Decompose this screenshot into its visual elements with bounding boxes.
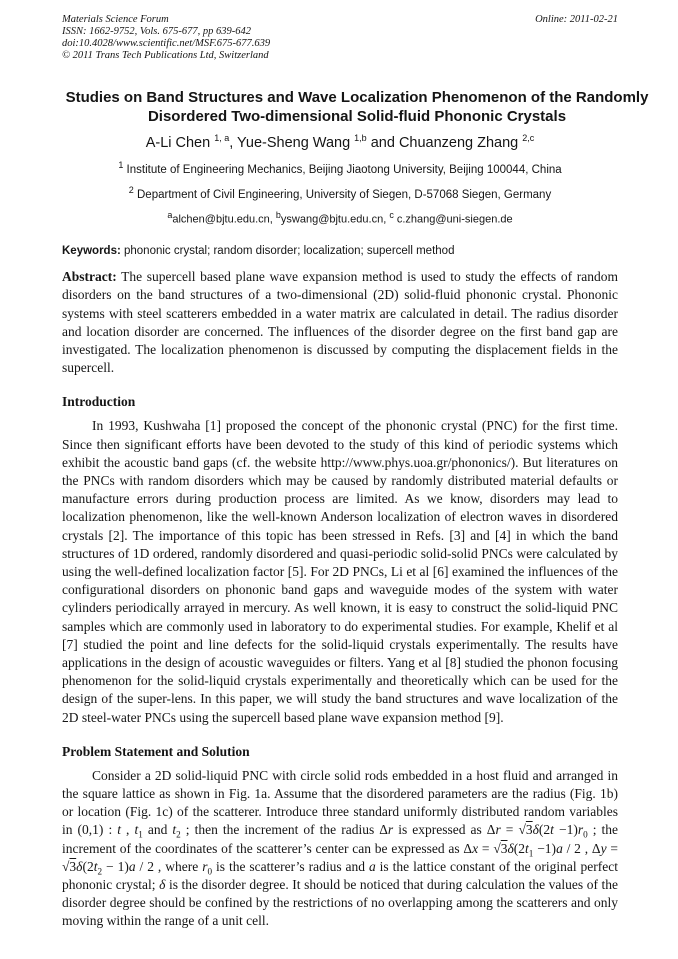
journal-info-block [62,14,270,62]
affiliation-superscript-1: 1 [118,159,124,170]
author-name-2: Yue-Sheng Wang [237,134,355,151]
section-heading-introduction: Introduction [62,394,136,410]
paper-title: Studies on Band Structures and Wave Localization Phenomenon of the Randomly Disordered Two-dimensional Solid-fluid Phononic Crystals [65,89,649,125]
authors-line [62,133,618,151]
journal-header [62,14,618,62]
abstract-paragraph [62,268,618,377]
email-superscript-a: a [167,210,173,221]
author-name-1: A-Li Chen [145,134,215,151]
abstract-text: The supercell based plane wave expansion method is used to study the effects of random disorders on the band structures of a two-dimensional (2D) solid-fluid phononic crystal. Phononic systems with steel scatterers embedded in a water matrix are calculated in detail. The radius disorder and location disorder are concerned. The influences of the disorder degree on the first band gap are investigated. The localization phenomenon is discussed by computing the displacement fields in the supercell. [62,269,618,376]
author-name-3: Chuanzeng Zhang [398,134,523,151]
doi-line: doi:10.4028/www.scientific.net/MSF.675-677.639 [62,38,271,49]
keywords-line [62,245,618,257]
introduction-paragraph: In 1993, Kushwaha [1] proposed the concept of the phononic crystal (PNC) for the first time. Since then significant efforts have been devoted to the study of this kind of periodic systems which exhibit the acoustic band gaps (cf. the website http://www.phys.uoa.gr/phononics/). But literatures on the PNCs with random disorders which may be caused by randomly distributed material defaults or manufacture errors during production process are limited. As we know, disorders may lead to localization phenomenon, like the well-known Anderson localization of electron waves in disordered crystals [2]. The importance of this topic has been stressed in Refs. [3] and [4] in which the band structures of 1D ordered, randomly disordered and quasi-periodic solid-solid PNCs were calculated by using the well-defined localization factor [5]. For 2D PNCs, Li et al [6] examined the influences of the configurational disorders on phononic band gaps and waveguide modes of the system with water cylinders periodically arrayed in mercury. As well known, it is easy to construct the solid-liquid PNC samples which are commonly used in laboratory to do experimental studies. For example, Khelif et al [7] studied the point and line defects for the solid-liquid crystals experimentally. The results have applications in the design of acoustic waveguides or filters. Yang et al [8] studied the phonon focusing phenomenon for the solid-liquid crystals experimentally and theoretically which can be used for the design of the super-lens. In this paper, we will study the band structures and wave localization of the 2D steel-water PNCs using the supercell based plane wave expansion method [9]. [62,418,618,725]
affiliation-line-1 [62,160,618,176]
abstract-label: Abstract: [62,269,117,285]
online-date: Online: 2011-02-21 [535,14,618,25]
affiliation-text-2: Department of Civil Engineering, University of Siegen, D-57068 Siegen, Germany [133,188,552,201]
keywords-text: phononic crystal; random disorder; localization; supercell method [120,245,455,258]
author-superscript-3: 2,c [522,133,535,143]
author-superscript-1: 1, a [214,133,230,143]
affiliation-superscript-2: 2 [128,184,134,195]
affiliation-line-2 [62,185,618,201]
email-address-c: c.zhang@uni-siegen.de [393,214,513,227]
section-heading-problem-statement: Problem Statement and Solution [62,743,250,759]
issn-line: ISSN: 1662-9752, Vols. 675-677, pp 639-642 [62,26,251,37]
author-separator-2: and [366,134,399,151]
keywords-label: Keywords: [62,245,121,258]
email-address-a: alchen@bjtu.edu.cn, [172,214,276,227]
author-superscript-2: 1,b [354,133,367,143]
email-superscript-b: b [275,210,281,221]
affiliation-text-1: Institute of Engineering Mechanics, Beijing Jiaotong University, Beijing 100044, China [123,163,562,176]
copyright-line: © 2011 Trans Tech Publications Ltd, Switzerland [62,50,269,61]
journal-name: Materials Science Forum [62,14,169,25]
email-address-b: yswang@bjtu.edu.cn, [280,214,390,227]
author-separator-1: , [229,134,238,151]
problem-statement-paragraph: Consider a 2D solid-liquid PNC with circle solid rods embedded in a host fluid and arranged in the square lattice as shown in Fig. 1a. Assume that the disordered parameters are the radius (Fig. 1b) or location (Fig. 1c) of the scatterer. Introduce three standard uniformly distributed random variables in (0,1) : t , $t_1$ and $t_2$ ; then the increment of the radius Δr is expressed as $\Delta r = √3\delta(2t -1)r_0$ ; the increment of the coordinates of the scatterer’s center can be expressed as $\Delta x = √3\delta(2t_1 -1)a / 2$ , $\Delta y = √3\delta(2t_2 - 1)a / 2$ , where $r_0$ is the scatterer’s radius and a is the lattice constant of the original perfect phononic crystal; δ is the disorder degree. It should be noticed that during calculation the values of the disorder degree should be confined by the restrictions of no overlapping among the scatterers and only moving within the range of a unit cell. [62,767,619,929]
emails-line [62,210,618,226]
email-superscript-c: c [389,210,394,221]
